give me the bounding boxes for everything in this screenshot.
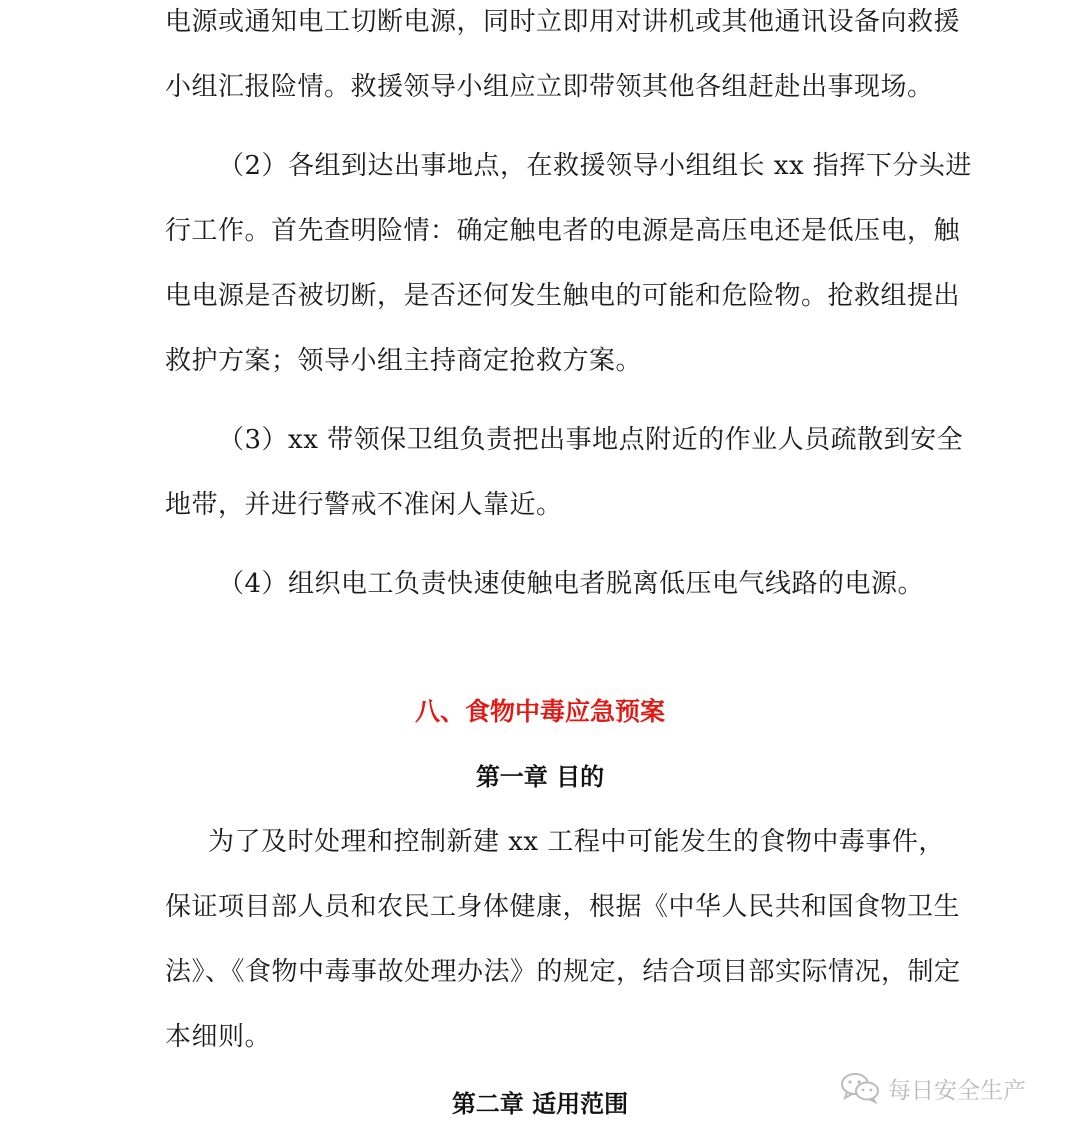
body-line: （4）组织电工负责快速使触电者脱离低压电气线路的电源。 (218, 569, 925, 599)
body-line: 保证项目部人员和农民工身体健康，根据《中华人民共和国食物卫生 (165, 892, 961, 922)
body-line: 本细则。 (165, 1022, 272, 1052)
watermark-text: 每日安全生产 (888, 1077, 1026, 1104)
body-line: 为了及时处理和控制新建 xx 工程中可能发生的食物中毒事件， (208, 827, 945, 857)
body-line: 电源或通知电工切断电源，同时立即用对讲机或其他通讯设备向救援 (165, 7, 961, 37)
chapter-title: 第二章 适用范围 (451, 1090, 629, 1118)
body-line: 电电源是否被切断，是否还何发生触电的可能和危险物。抢救组提出 (165, 281, 961, 311)
body-line: 法》、《食物中毒事故处理办法》的规定，结合项目部实际情况，制定 (165, 957, 961, 987)
body-line: 救护方案；领导小组主持商定抢救方案。 (165, 346, 643, 376)
body-line: 小组汇报险情。救援领导小组应立即带领其他各组赶赴出事现场。 (165, 72, 934, 102)
body-line: （2）各组到达出事地点，在救援领导小组组长 xx 指挥下分头进 (218, 151, 972, 181)
body-line: （3）xx 带领保卫组负责把出事地点附近的作业人员疏散到安全 (218, 425, 964, 455)
watermark (840, 1068, 1026, 1108)
section-title: 八、食物中毒应急预案 (414, 697, 665, 726)
chapter-title: 第一章 目的 (475, 763, 605, 791)
wechat-icon (840, 1072, 880, 1104)
body-line: 行工作。首先查明险情：确定触电者的电源是高压电还是低压电，触 (165, 216, 961, 246)
body-line: 地带，并进行警戒不准闲人靠近。 (165, 490, 563, 520)
